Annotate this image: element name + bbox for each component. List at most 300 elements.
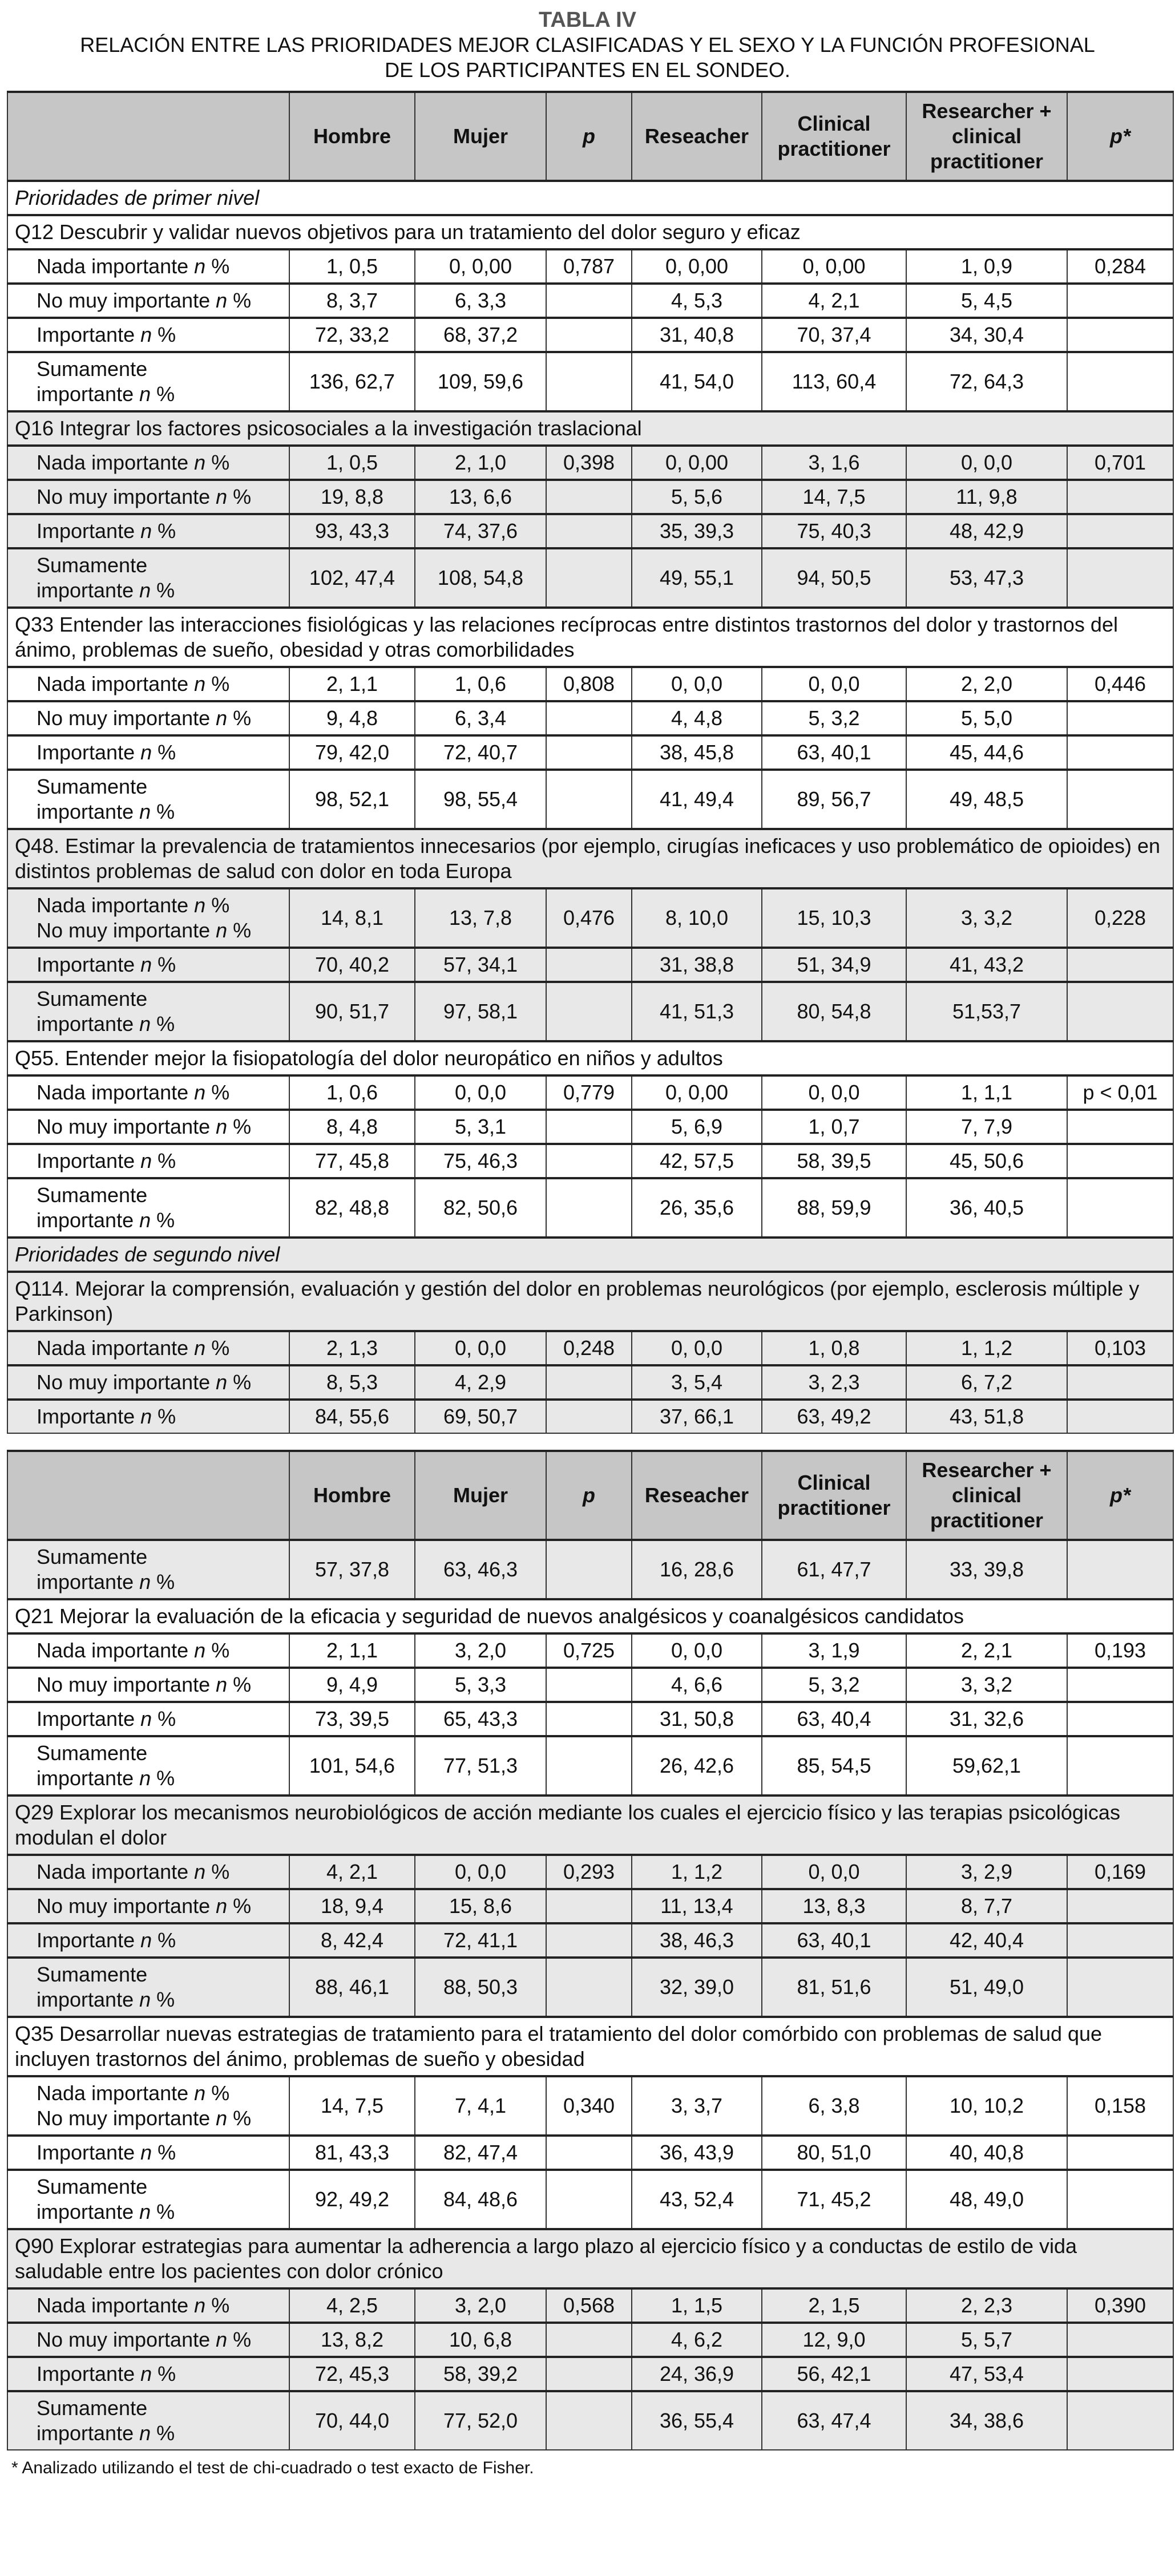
cell-clinical-practitioner: 63, 49,2 [762,1400,906,1433]
question-row [7,1041,1173,1075]
row-label-line: Sumamente [37,775,148,798]
data-row [7,1144,1173,1178]
row-label-line: No muy importante n % [37,1673,252,1696]
cell-researcher: 36, 43,9 [632,2136,762,2170]
cell-clinical-practitioner: 12, 9,0 [762,2323,906,2357]
cell-researcher: 4, 5,3 [632,284,762,318]
header-row [7,92,1173,181]
table-title: TABLA IV [539,8,636,32]
cell-clinical-practitioner: 5, 3,2 [762,701,906,735]
column-header-p-star: p* [1067,1451,1173,1540]
row-label [7,667,289,701]
column-header-hombre: Hombre [289,1451,415,1540]
row-label-line: Importante n % [37,1149,176,1172]
question-row [7,1272,1173,1331]
cell-researcher-clinical: 72, 64,3 [906,352,1067,411]
cell-researcher-clinical: 41, 43,2 [906,948,1067,982]
row-label [7,948,289,982]
unit-n: n [140,1707,152,1730]
cell-researcher-clinical: 51, 49,0 [906,1958,1067,2017]
cell-hombre: 8, 5,3 [289,1365,415,1400]
unit-n: n [139,1570,151,1594]
cell-researcher-clinical: 31, 32,6 [906,1702,1067,1736]
cell-researcher: 0, 0,00 [632,446,762,480]
row-label-line: Nada importante n % [37,672,230,695]
row-label-line: Importante n % [37,2362,176,2385]
cell-p [546,1540,632,1599]
row-label [7,2136,289,2170]
unit-n: n [216,919,228,942]
cell-hombre: 79, 42,0 [289,735,415,770]
column-header-clinical-practitioner: Clinical practitioner [762,1451,906,1540]
cell-researcher: 0, 0,00 [632,1075,762,1110]
cell-hombre: 72, 45,3 [289,2357,415,2391]
data-row [7,1365,1173,1400]
unit-n: n [194,2081,206,2105]
spacer-row [7,1433,1173,1451]
row-label-line: Importante n % [37,519,176,543]
cell-clinical-practitioner: 2, 1,5 [762,2288,906,2323]
question-text: Q35 Desarrollar nuevas estrategias de tratamiento para el tratamiento del dolor comórbido con problemas de salud que incluyen trastornos del ánimo, problemas de sueño y obesidad [7,2017,1173,2076]
cell-researcher: 41, 49,4 [632,770,762,829]
cell-hombre: 14, 7,5 [289,2076,415,2136]
cell-researcher: 41, 51,3 [632,982,762,1041]
cell-p [546,284,632,318]
cell-p [546,2357,632,2391]
row-label [7,1889,289,1923]
row-label [7,1958,289,2017]
data-row [7,352,1173,411]
cell-p [546,1702,632,1736]
cell-p-star [1067,480,1173,514]
unit-n: n [139,579,151,602]
cell-researcher: 42, 57,5 [632,1144,762,1178]
row-label-line: Sumamente [37,553,148,577]
cell-researcher-clinical: 42, 40,4 [906,1923,1067,1958]
cell-clinical-practitioner: 3, 1,9 [762,1633,906,1668]
data-row [7,1923,1173,1958]
data-row [7,480,1173,514]
data-row [7,1400,1173,1433]
cell-mujer: 2, 1,0 [415,446,546,480]
unit-n: n [140,2362,152,2385]
cell-hombre: 84, 55,6 [289,1400,415,1433]
cell-mujer: 68, 37,2 [415,318,546,352]
cell-p [546,1923,632,1958]
cell-researcher: 26, 35,6 [632,1178,762,1238]
cell-p [546,2391,632,2450]
row-label-line: Nada importante n % [37,1081,230,1104]
cell-hombre: 77, 45,8 [289,1144,415,1178]
cell-mujer: 15, 8,6 [415,1889,546,1923]
row-label [7,318,289,352]
row-label-line: Nada importante n % [37,2294,230,2317]
unit-n: n [216,485,228,508]
cell-p-star [1067,1889,1173,1923]
cell-clinical-practitioner: 6, 3,8 [762,2076,906,2136]
unit-n: n [140,323,152,346]
cell-p [546,1889,632,1923]
cell-p-star [1067,2323,1173,2357]
row-label [7,735,289,770]
question-row [7,2229,1173,2288]
cell-clinical-practitioner: 13, 8,3 [762,1889,906,1923]
unit-n: n [140,1928,152,1952]
cell-researcher-clinical: 36, 40,5 [906,1178,1067,1238]
row-label [7,284,289,318]
cell-p-star: 0,158 [1067,2076,1173,2136]
cell-researcher-clinical: 43, 51,8 [906,1400,1067,1433]
data-row [7,735,1173,770]
cell-p-star [1067,1958,1173,2017]
cell-p-star: p < 0,01 [1067,1075,1173,1110]
cell-hombre: 13, 8,2 [289,2323,415,2357]
cell-researcher: 3, 5,4 [632,1365,762,1400]
cell-mujer: 109, 59,6 [415,352,546,411]
row-label [7,2323,289,2357]
row-label-line: Importante n % [37,2141,176,2164]
unit-n: n [216,706,228,730]
cell-researcher-clinical: 40, 40,8 [906,2136,1067,2170]
cell-clinical-practitioner: 15, 10,3 [762,888,906,948]
column-header-mujer: Mujer [415,92,546,181]
row-label-line: No muy importante n % [37,289,252,312]
cell-mujer: 5, 3,3 [415,1668,546,1702]
cell-clinical-practitioner: 63, 40,4 [762,1702,906,1736]
data-row [7,1668,1173,1702]
cell-p-star [1067,2391,1173,2450]
cell-researcher: 31, 38,8 [632,948,762,982]
unit-n: n [194,1336,206,1360]
column-header-hombre: Hombre [289,92,415,181]
cell-hombre: 73, 39,5 [289,1702,415,1736]
column-header-p: p [546,92,632,181]
cell-mujer: 72, 40,7 [415,735,546,770]
unit-n: n [216,2328,228,2351]
question-text: Q48. Estimar la prevalencia de tratamientos innecesarios (por ejemplo, cirugías ineficaces y uso problemático de opioides) en distintos problemas de salud con dolor en toda Europa [7,829,1173,888]
unit-n: n [139,1988,151,2011]
cell-mujer: 84, 48,6 [415,2170,546,2229]
row-label [7,1633,289,1668]
cell-hombre: 101, 54,6 [289,1736,415,1795]
data-row [7,2323,1173,2357]
cell-clinical-practitioner: 89, 56,7 [762,770,906,829]
column-header-researcher: Reseacher [632,1451,762,1540]
cell-researcher-clinical: 2, 2,0 [906,667,1067,701]
cell-hombre: 92, 49,2 [289,2170,415,2229]
cell-clinical-practitioner: 70, 37,4 [762,318,906,352]
row-label-line: No muy importante n % [37,485,252,508]
cell-hombre: 70, 40,2 [289,948,415,982]
cell-p-star: 0,193 [1067,1633,1173,1668]
cell-hombre: 8, 42,4 [289,1923,415,1958]
cell-clinical-practitioner: 80, 54,8 [762,982,906,1041]
cell-clinical-practitioner: 0, 0,00 [762,249,906,284]
cell-mujer: 0, 0,0 [415,1331,546,1365]
data-row [7,1075,1173,1110]
cell-p-star [1067,2136,1173,2170]
cell-mujer: 82, 47,4 [415,2136,546,2170]
cell-mujer: 82, 50,6 [415,1178,546,1238]
cell-hombre: 98, 52,1 [289,770,415,829]
cell-researcher-clinical: 1, 1,1 [906,1075,1067,1110]
data-row [7,284,1173,318]
cell-clinical-practitioner: 113, 60,4 [762,352,906,411]
row-label [7,1736,289,1795]
table-break [7,1433,1173,1451]
cell-mujer: 3, 2,0 [415,1633,546,1668]
cell-hombre: 8, 3,7 [289,284,415,318]
cell-p-star [1067,514,1173,548]
cell-mujer: 63, 46,3 [415,1540,546,1599]
row-label [7,982,289,1041]
data-row [7,1331,1173,1365]
question-row [7,2017,1173,2076]
unit-n: n [139,1766,151,1790]
cell-p-star [1067,1178,1173,1238]
cell-clinical-practitioner: 85, 54,5 [762,1736,906,1795]
unit-n: n [140,519,152,543]
unit-n: n [194,451,206,474]
cell-mujer: 88, 50,3 [415,1958,546,2017]
cell-p-star [1067,1144,1173,1178]
unit-n: n [139,2200,151,2223]
cell-mujer: 6, 3,3 [415,284,546,318]
cell-researcher: 43, 52,4 [632,2170,762,2229]
cell-researcher: 26, 42,6 [632,1736,762,1795]
row-label-line: Nada importante n % [37,1639,230,1662]
row-label [7,701,289,735]
cell-clinical-practitioner: 81, 51,6 [762,1958,906,2017]
cell-clinical-practitioner: 5, 3,2 [762,1668,906,1702]
cell-p-star [1067,1702,1173,1736]
cell-p [546,1178,632,1238]
cell-p: 0,787 [546,249,632,284]
data-row [7,446,1173,480]
unit-n: n [139,1012,151,1036]
cell-p-star [1067,1110,1173,1144]
cell-researcher-clinical: 3, 2,9 [906,1855,1067,1889]
cell-p-star [1067,701,1173,735]
cell-researcher-clinical: 3, 3,2 [906,1668,1067,1702]
row-label-line: Sumamente [37,357,148,381]
unit-n: n [140,1149,152,1172]
column-header-p: p [546,1451,632,1540]
unit-n: n [140,741,152,764]
cell-researcher: 31, 50,8 [632,1702,762,1736]
row-label [7,1365,289,1400]
cell-researcher-clinical: 6, 7,2 [906,1365,1067,1400]
cell-researcher: 38, 46,3 [632,1923,762,1958]
unit-n: n [139,1208,151,1232]
data-row [7,1633,1173,1668]
cell-hombre: 1, 0,5 [289,446,415,480]
data-row [7,1855,1173,1889]
cell-researcher-clinical: 45, 44,6 [906,735,1067,770]
cell-hombre: 2, 1,1 [289,667,415,701]
row-label-line: No muy importante n % [37,1115,252,1138]
cell-mujer: 58, 39,2 [415,2357,546,2391]
cell-p: 0,808 [546,667,632,701]
unit-n: n [140,1405,152,1428]
cell-p [546,982,632,1041]
cell-researcher: 1, 1,2 [632,1855,762,1889]
cell-p-star [1067,284,1173,318]
data-row [7,548,1173,608]
cell-clinical-practitioner: 80, 51,0 [762,2136,906,2170]
cell-p-star: 0,701 [1067,446,1173,480]
cell-hombre: 102, 47,4 [289,548,415,608]
row-label [7,249,289,284]
row-label-line: importante n % [37,2421,175,2445]
row-label [7,770,289,829]
row-label-line: No muy importante n % [37,706,252,730]
cell-clinical-practitioner: 88, 59,9 [762,1178,906,1238]
row-label-line: No muy importante n % [37,919,252,942]
cell-p [546,1144,632,1178]
cell-clinical-practitioner: 51, 34,9 [762,948,906,982]
data-row [7,667,1173,701]
unit-n: n [194,1860,206,1883]
data-row [7,2391,1173,2450]
cell-hombre: 72, 33,2 [289,318,415,352]
cell-p-star [1067,1400,1173,1433]
cell-hombre: 82, 48,8 [289,1178,415,1238]
cell-p [546,514,632,548]
cell-mujer: 7, 4,1 [415,2076,546,2136]
cell-p-star [1067,1923,1173,1958]
cell-clinical-practitioner: 63, 40,1 [762,735,906,770]
row-label-line: Sumamente [37,1741,148,1765]
cell-p-star [1067,770,1173,829]
data-row [7,1736,1173,1795]
cell-hombre: 2, 1,3 [289,1331,415,1365]
question-row [7,608,1173,667]
data-row [7,2170,1173,2229]
cell-researcher: 0, 0,0 [632,1331,762,1365]
cell-clinical-practitioner: 3, 2,3 [762,1365,906,1400]
cell-mujer: 10, 6,8 [415,2323,546,2357]
row-label-line: importante n % [37,382,175,406]
unit-n: n [216,1115,228,1138]
cell-mujer: 5, 3,1 [415,1110,546,1144]
cell-mujer: 72, 41,1 [415,1923,546,1958]
cell-researcher-clinical: 49, 48,5 [906,770,1067,829]
cell-mujer: 98, 55,4 [415,770,546,829]
cell-researcher: 49, 55,1 [632,548,762,608]
cell-p [546,548,632,608]
cell-researcher-clinical: 2, 2,3 [906,2288,1067,2323]
cell-clinical-practitioner: 63, 47,4 [762,2391,906,2450]
cell-researcher-clinical: 34, 38,6 [906,2391,1067,2450]
row-label [7,514,289,548]
cell-researcher: 3, 3,7 [632,2076,762,2136]
cell-p [546,948,632,982]
cell-researcher-clinical: 2, 2,1 [906,1633,1067,1668]
column-header-blank [7,92,289,181]
row-label [7,1075,289,1110]
cell-clinical-practitioner: 71, 45,2 [762,2170,906,2229]
row-label-line: No muy importante n % [37,2106,252,2130]
cell-hombre: 136, 62,7 [289,352,415,411]
row-label [7,1540,289,1599]
cell-researcher: 5, 5,6 [632,480,762,514]
row-label [7,1144,289,1178]
data-row [7,514,1173,548]
cell-p [546,352,632,411]
footnote: * Analizado utilizando el test de chi-cuadrado o test exacto de Fisher. [11,2458,534,2477]
cell-researcher-clinical: 8, 7,7 [906,1889,1067,1923]
cell-mujer: 6, 3,4 [415,701,546,735]
cell-p-star [1067,2357,1173,2391]
cell-hombre: 9, 4,8 [289,701,415,735]
cell-p [546,1958,632,2017]
cell-p: 0,340 [546,2076,632,2136]
cell-mujer: 75, 46,3 [415,1144,546,1178]
row-label-line: importante n % [37,2200,175,2223]
row-label-line: Sumamente [37,1963,148,1986]
cell-researcher: 32, 39,0 [632,1958,762,2017]
column-header-researcher-clinical: Researcher + clinical practitioner [906,1451,1067,1540]
cell-clinical-practitioner: 63, 40,1 [762,1923,906,1958]
cell-researcher: 0, 0,00 [632,249,762,284]
row-label [7,1110,289,1144]
section-label: Prioridades de primer nivel [7,181,1173,215]
cell-clinical-practitioner: 1, 0,8 [762,1331,906,1365]
question-row [7,411,1173,446]
row-label-line: Nada importante n % [37,1860,230,1883]
cell-mujer: 77, 51,3 [415,1736,546,1795]
cell-researcher: 35, 39,3 [632,514,762,548]
cell-p-star [1067,735,1173,770]
cell-p-star: 0,103 [1067,1331,1173,1365]
unit-n: n [139,800,151,823]
cell-p-star: 0,284 [1067,249,1173,284]
row-label [7,1668,289,1702]
cell-mujer: 65, 43,3 [415,1702,546,1736]
row-label [7,2076,289,2136]
cell-researcher: 24, 36,9 [632,2357,762,2391]
cell-researcher: 0, 0,0 [632,1633,762,1668]
cell-mujer: 0, 0,0 [415,1075,546,1110]
cell-p-star: 0,390 [1067,2288,1173,2323]
row-label [7,888,289,948]
cell-p [546,1736,632,1795]
unit-n: n [194,893,206,917]
row-label [7,2391,289,2450]
cell-p-star [1067,2170,1173,2229]
cell-p [546,1668,632,1702]
cell-p-star [1067,1668,1173,1702]
cell-p-star [1067,1540,1173,1599]
cell-clinical-practitioner: 56, 42,1 [762,2357,906,2391]
cell-mujer: 0, 0,0 [415,1855,546,1889]
row-label [7,352,289,411]
cell-mujer: 4, 2,9 [415,1365,546,1400]
cell-researcher-clinical: 59,62,1 [906,1736,1067,1795]
subtitle-line-2: DE LOS PARTICIPANTES EN EL SONDEO. [385,58,790,82]
header-row [7,1451,1173,1540]
row-label-line: Importante n % [37,1405,176,1428]
row-label-line: Nada importante n % [37,254,230,278]
cell-p-star [1067,982,1173,1041]
cell-researcher: 8, 10,0 [632,888,762,948]
cell-p [546,2323,632,2357]
row-label-line: Importante n % [37,953,176,976]
cell-researcher: 41, 54,0 [632,352,762,411]
cell-researcher-clinical: 1, 0,9 [906,249,1067,284]
cell-p: 0,476 [546,888,632,948]
